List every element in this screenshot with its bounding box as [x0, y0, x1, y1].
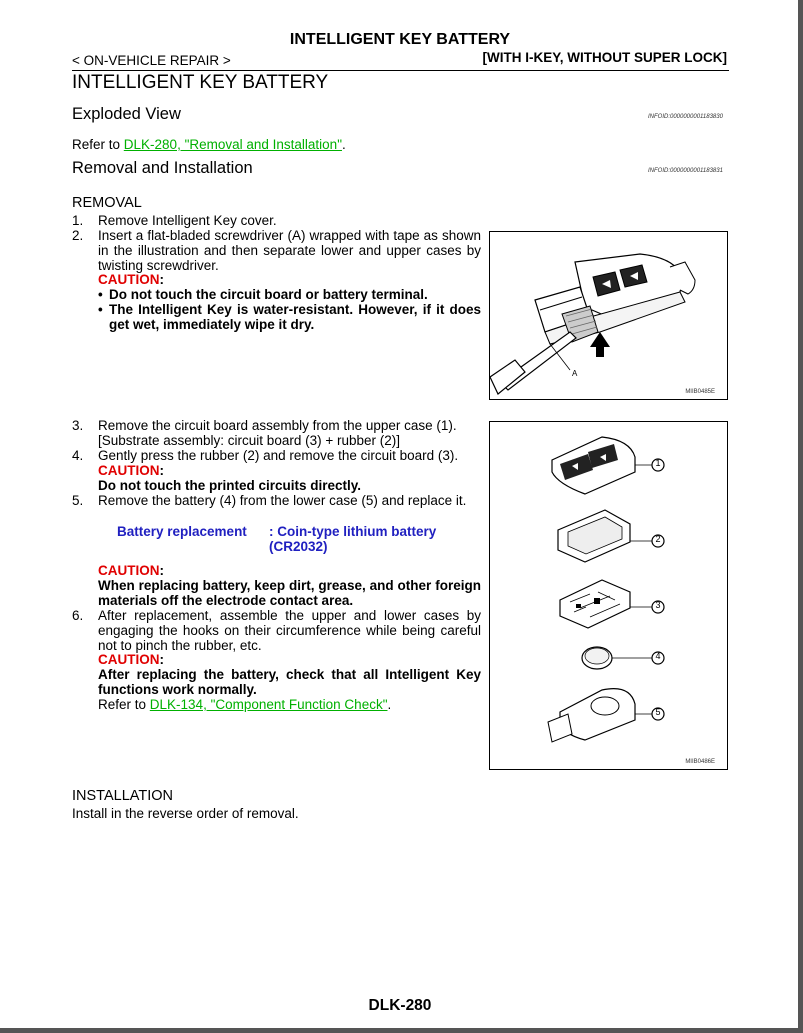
- caution-2: [98, 272, 164, 287]
- step-2-text: Insert a flat-bladed screwdriver (A) wrapped with tape as shown in the illustration and then separate lower and upper cases by twisting screwdriver.: [98, 228, 481, 273]
- caution-5-label: [98, 563, 164, 578]
- link-dlk-134[interactable]: DLK-134, "Component Function Check": [149, 697, 388, 712]
- caution-colon: :: [159, 563, 164, 578]
- removal-installation-heading: Removal and Installation: [72, 159, 253, 177]
- header-condition: [WITH I-KEY, WITHOUT SUPER LOCK]: [482, 50, 727, 65]
- exploded-view-heading: Exploded View: [72, 105, 181, 123]
- figure-exploded-parts: [489, 421, 728, 770]
- step-1-number: 1.: [72, 213, 84, 228]
- link-dlk-280[interactable]: DLK-280, "Removal and Installation": [123, 137, 342, 152]
- caution-5-text: When replacing battery, keep dirt, grease, and other foreign materials off the electrode contact area.: [98, 578, 481, 608]
- installation-text: Install in the reverse order of removal.: [72, 806, 299, 821]
- step-5-text: Remove the battery (4) from the lower case (5) and replace it.: [98, 493, 467, 508]
- caution-colon: :: [159, 652, 164, 667]
- callout-1: 1: [655, 458, 661, 468]
- caution-2-a: Do not touch the circuit board or battery terminal.: [109, 287, 428, 302]
- caution-label: CAUTION: [98, 463, 160, 478]
- callout-5: 5: [655, 707, 661, 717]
- exploded-view-infoid: INFOID:0000000001183830: [648, 114, 723, 120]
- caution-4-text: Do not touch the printed circuits directly.: [98, 478, 362, 493]
- step-6-number: 6.: [72, 608, 84, 623]
- step-3-sub: [Substrate assembly: circuit board (3) + rubber (2)]: [98, 433, 400, 448]
- exploded-view-refer: [72, 137, 346, 152]
- page-number: DLK-280: [368, 997, 432, 1014]
- callout-4: 4: [655, 651, 661, 661]
- figure-1-id: MIIB0485E: [685, 389, 715, 395]
- caution-label: CAUTION: [98, 652, 160, 667]
- battery-replacement-label: Battery replacement: [117, 524, 247, 539]
- figure-screwdriver: [489, 231, 728, 400]
- installation-heading: INSTALLATION: [72, 788, 173, 804]
- figure-2-id: MIIB0486E: [685, 759, 715, 765]
- step-3-text: Remove the circuit board assembly from the upper case (1).: [98, 418, 457, 433]
- step-2-number: 2.: [72, 228, 84, 243]
- refer-suffix: .: [341, 137, 346, 152]
- caution-4-label: [98, 463, 164, 478]
- header-rule: [72, 70, 729, 71]
- removal-heading: REMOVAL: [72, 195, 142, 211]
- removal-installation-infoid: INFOID:0000000001183831: [648, 168, 723, 174]
- step-4-number: 4.: [72, 448, 84, 463]
- header-section: < ON-VEHICLE REPAIR >: [72, 53, 231, 68]
- bullet-1: •: [98, 287, 103, 302]
- caution-2-b: The Intelligent Key is water-resistant. However, if it does get wet, immediately wipe it dry.: [109, 302, 481, 332]
- step-6-refer: [98, 697, 391, 712]
- battery-replacement-value: : Coin-type lithium battery (CR2032): [269, 524, 437, 554]
- step-5-number: 5.: [72, 493, 84, 508]
- caution-colon: :: [159, 272, 164, 287]
- caution-6-text: After replacing the battery, check that all Intelligent Key functions work normally.: [98, 667, 481, 697]
- caution-6-label: [98, 652, 164, 667]
- step-3-number: 3.: [72, 418, 84, 433]
- caution-label: CAUTION: [98, 272, 160, 287]
- refer-suffix: .: [387, 697, 392, 712]
- caution-label: CAUTION: [98, 563, 160, 578]
- callout-3: 3: [655, 600, 661, 610]
- bullet-2: •: [98, 302, 103, 317]
- header-title: INTELLIGENT KEY BATTERY: [289, 31, 511, 48]
- page-title: INTELLIGENT KEY BATTERY: [72, 72, 329, 93]
- label-a: A: [572, 369, 578, 378]
- refer-prefix: Refer to: [98, 697, 150, 712]
- step-1-text: Remove Intelligent Key cover.: [98, 213, 277, 228]
- caution-colon: :: [159, 463, 164, 478]
- refer-prefix: Refer to: [72, 137, 124, 152]
- step-6-text: After replacement, assemble the upper and lower cases by engaging the hooks on their circumference while being careful not to pinch the rubber, etc.: [98, 608, 481, 653]
- callout-2: 2: [655, 534, 661, 544]
- step-4-text: Gently press the rubber (2) and remove the circuit board (3).: [98, 448, 459, 463]
- screwdriver-illustration: [490, 232, 727, 399]
- exploded-parts-illustration: [490, 422, 727, 769]
